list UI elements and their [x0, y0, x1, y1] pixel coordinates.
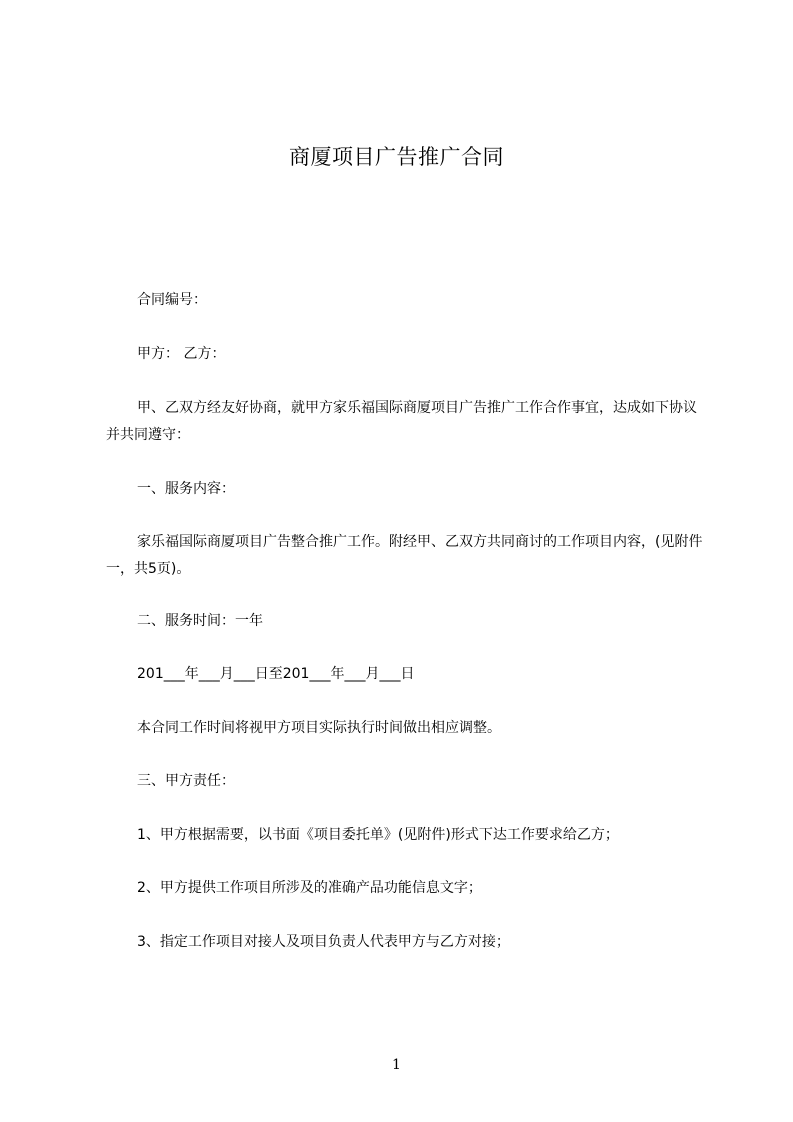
party-a-duty-3: 3、指定工作项目对接人及项目负责人代表甲方与乙方对接； — [137, 934, 510, 950]
time-adjust-note: 本合同工作时间将视甲方项目实际执行时间做出相应调整。 — [137, 720, 501, 736]
page-number: 1 — [392, 1057, 401, 1073]
document-title: 商厦项目广告推广合同 — [289, 145, 504, 169]
intro-paragraph: 甲、乙双方经友好协商，就甲方家乐福国际商厦项目广告推广工作合作事宜，达成如下协议并共同遵守： — [106, 400, 697, 443]
party-a-duty-1: 1、甲方根据需要，以书面《项目委托单》(见附件)形式下达工作要求给乙方； — [137, 827, 619, 843]
parties-line: 甲方： 乙方： — [137, 346, 226, 362]
section2-heading: 二、服务时间：一年 — [137, 613, 263, 629]
service-date-range: 201___年___月___日至201___年___月___日 — [137, 666, 415, 682]
party-a-duty-2: 2、甲方提供工作项目所涉及的准确产品功能信息文字； — [137, 880, 482, 896]
section3-heading: 三、甲方责任： — [137, 773, 235, 789]
section1-body: 家乐福国际商厦项目广告整合推广工作。附经甲、乙双方共同商讨的工作项目内容，(见附件一，共5页)。 — [106, 534, 703, 577]
contract-number-label: 合同编号： — [137, 292, 207, 308]
section1-heading: 一、服务内容： — [137, 481, 235, 497]
